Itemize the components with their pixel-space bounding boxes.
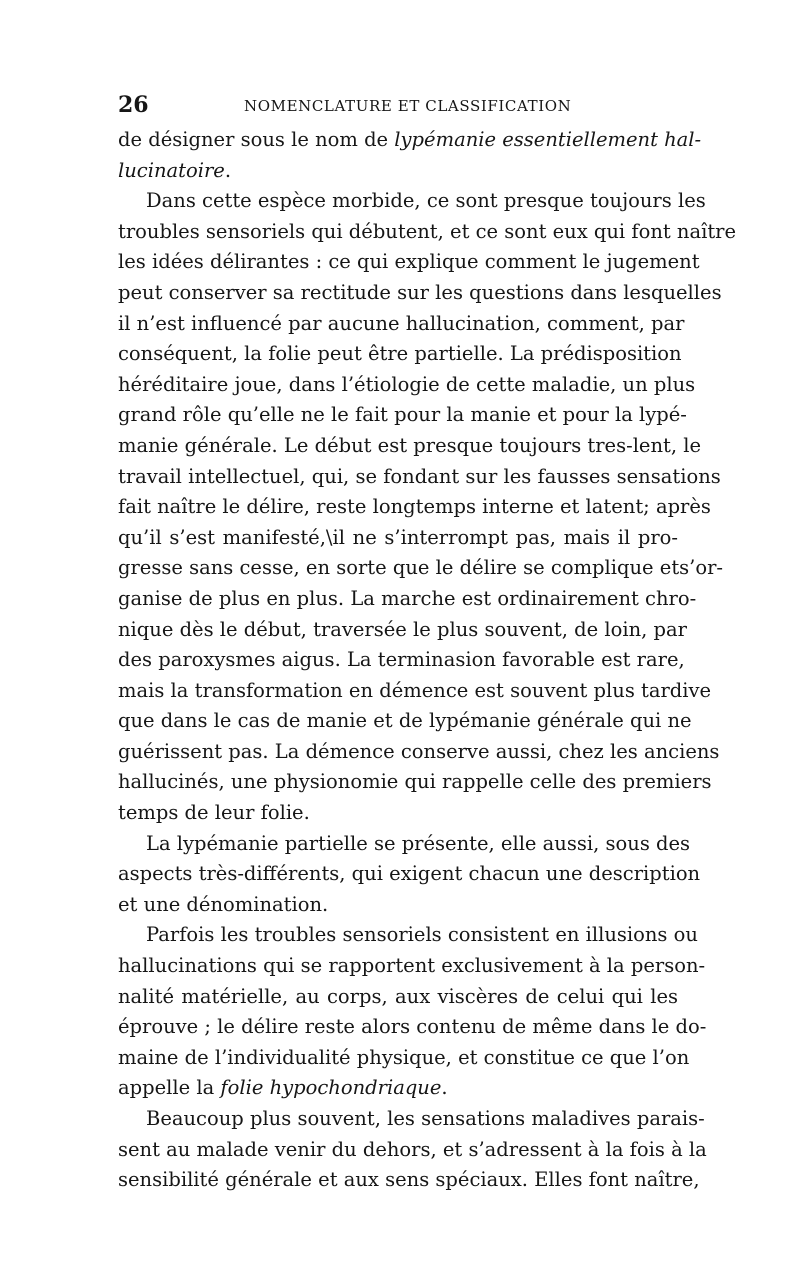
text-segment: sensibilité générale et aux sens spéciaux. Elles font naître, bbox=[118, 1168, 700, 1192]
text-line bbox=[118, 462, 721, 493]
text-line bbox=[118, 1165, 700, 1196]
text-segment: que dans le cas de manie et de lypémanie générale qui ne bbox=[118, 709, 692, 733]
text-line bbox=[118, 247, 700, 278]
text-segment: troubles sensoriels qui débutent, et ce sont eux qui font naître bbox=[118, 219, 737, 243]
text-line bbox=[118, 706, 692, 737]
text-line bbox=[118, 278, 722, 309]
running-head bbox=[118, 93, 678, 117]
text-segment: qu’il s’est manifesté,\il ne s’interrompt pas, mais il pro- bbox=[118, 525, 678, 549]
text-line bbox=[118, 1043, 690, 1074]
page-number: 26 bbox=[118, 92, 149, 118]
text-line bbox=[118, 1012, 707, 1043]
italic-text: lucinatoire bbox=[118, 158, 225, 182]
text-segment: les idées délirantes : ce qui explique comment le jugement bbox=[118, 250, 700, 274]
text-line bbox=[118, 1104, 705, 1135]
text-line bbox=[118, 798, 678, 829]
text-segment: mais la transformation en démence est souvent plus tardive bbox=[118, 678, 712, 702]
text-line bbox=[118, 400, 687, 431]
text-segment: maine de l’individualité physique, et constitue ce que l’on bbox=[118, 1045, 690, 1069]
text-segment: appelle la bbox=[118, 1076, 221, 1100]
text-segment: guérissent pas. La démence conserve aussi, chez les anciens bbox=[118, 739, 720, 763]
text-segment: éprouve ; le délire reste alors contenu de même dans le do- bbox=[118, 1015, 707, 1039]
text-line bbox=[118, 431, 702, 462]
text-line bbox=[118, 1073, 678, 1104]
text-line bbox=[118, 217, 737, 248]
italic-text: folie hypochondriaque bbox=[220, 1076, 442, 1100]
text-line bbox=[118, 951, 706, 982]
text-segment: peut conserver sa rectitude sur les questions dans lesquelles bbox=[118, 280, 722, 304]
text-segment: Dans cette espèce morbide, ce sont presque toujours les bbox=[146, 189, 706, 213]
text-segment: héréditaire joue, dans l’étiologie de cette maladie, un plus bbox=[118, 372, 696, 396]
text-segment: sent au malade venir du dehors, et s’adressent à la fois à la bbox=[118, 1137, 707, 1161]
text-segment: gresse sans cesse, en sorte que le délire se complique ets’or- bbox=[118, 556, 724, 580]
text-line bbox=[118, 645, 685, 676]
text-line bbox=[118, 339, 682, 370]
text-line bbox=[118, 309, 685, 340]
text-segment: travail intellectuel, qui, se fondant sur les fausses sensations bbox=[118, 464, 721, 488]
running-title: NOMENCLATURE ET CLASSIFICATION bbox=[244, 97, 572, 115]
text-line bbox=[118, 767, 712, 798]
text-segment: grand rôle qu’elle ne le fait pour la manie et pour la lypé- bbox=[118, 403, 687, 427]
text-segment: Beaucoup plus souvent, les sensations maladives parais- bbox=[146, 1107, 705, 1130]
text-segment: La lypémanie partielle se présente, elle aussi, sous des bbox=[146, 831, 691, 855]
text-line bbox=[118, 553, 724, 584]
text-segment: de désigner sous le nom de bbox=[118, 128, 395, 151]
body-text bbox=[118, 125, 737, 1196]
text-line bbox=[118, 859, 701, 890]
text-segment: nique dès le début, traversée le plus souvent, de loin, par bbox=[118, 617, 687, 641]
text-segment: des paroxysmes aigus. La terminasion favorable est rare, bbox=[118, 648, 685, 672]
text-line bbox=[118, 890, 678, 921]
text-line bbox=[118, 1135, 707, 1166]
text-line bbox=[118, 676, 712, 707]
text-segment: temps de leur folie. bbox=[118, 801, 310, 825]
text-line bbox=[118, 523, 678, 554]
text-segment: manie générale. Le début est presque toujours tres-lent, le bbox=[118, 433, 702, 457]
text-segment: hallucinations qui se rapportent exclusivement à la person- bbox=[118, 954, 706, 978]
text-line bbox=[118, 920, 698, 951]
text-line bbox=[118, 615, 687, 646]
text-line bbox=[118, 186, 706, 217]
text-segment: et une dénomination. bbox=[118, 892, 329, 916]
text-line bbox=[118, 156, 678, 187]
text-segment: conséquent, la folie peut être partielle. La prédisposition bbox=[118, 342, 682, 366]
text-segment: aspects très-différents, qui exigent chacun une description bbox=[118, 862, 701, 886]
text-segment: . bbox=[224, 158, 232, 182]
text-segment: fait naître le délire, reste longtemps interne et latent; après bbox=[118, 495, 711, 519]
text-line bbox=[118, 829, 691, 860]
text-segment: nalité matérielle, au corps, aux viscères de celui qui les bbox=[118, 984, 678, 1008]
text-line bbox=[118, 737, 720, 768]
text-segment: il n’est influencé par aucune hallucination, comment, par bbox=[118, 311, 685, 335]
text-line bbox=[118, 492, 711, 523]
text-segment: Parfois les troubles sensoriels consistent en illusions ou bbox=[146, 923, 698, 947]
italic-text: lypémanie essentiellement hal- bbox=[394, 128, 702, 151]
text-line bbox=[118, 982, 678, 1013]
text-line bbox=[118, 584, 697, 615]
text-segment: ganise de plus en plus. La marche est ordinairement chro- bbox=[118, 586, 697, 610]
text-line bbox=[118, 370, 696, 401]
text-line bbox=[118, 125, 702, 156]
text-segment: . bbox=[441, 1076, 448, 1100]
text-segment: hallucinés, une physionomie qui rappelle celle des premiers bbox=[118, 770, 712, 794]
